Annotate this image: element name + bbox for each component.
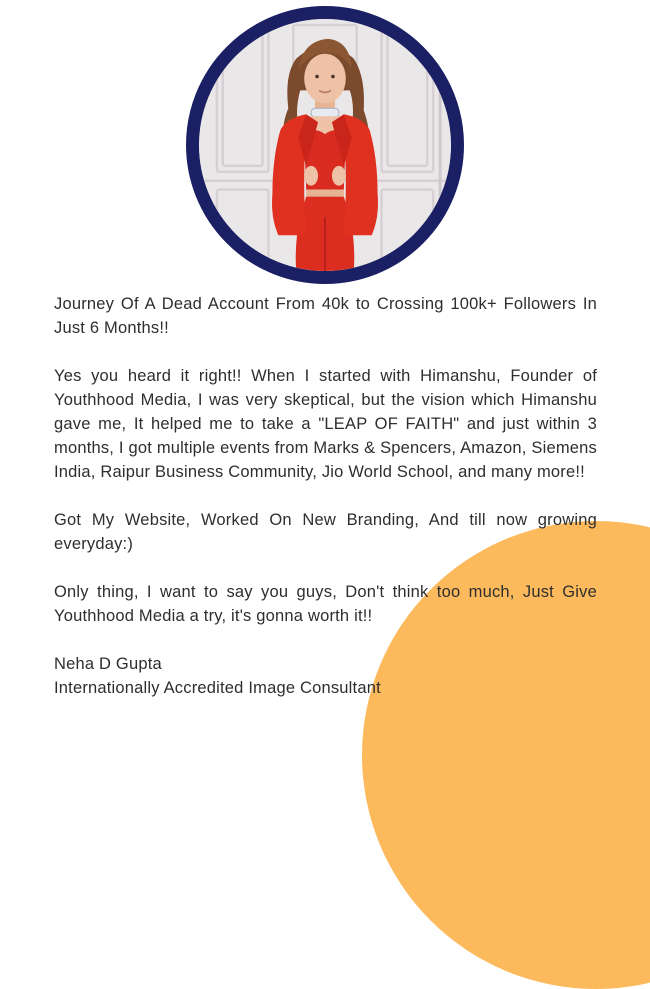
testimonial-paragraph: Only thing, I want to say you guys, Don't think too much, Just Give Youthhood Media a try, it's gonna worth it!! [54, 583, 597, 625]
profile-photo-frame [186, 6, 464, 284]
testimonial-headline: Journey Of A Dead Account From 40k to Crossing 100k+ Followers In Just 6 Months!! [54, 295, 597, 337]
signature-name: Neha D Gupta [54, 655, 162, 673]
signature-title: Internationally Accredited Image Consultant [54, 679, 381, 697]
testimonial-paragraph: Yes you heard it right!! When I started with Himanshu, Founder of Youthhood Media, I was very skeptical, but the vision which Himanshu gave me, It helped me to take a "LEAP OF FAITH" and just within 3 months, I got multiple events from Marks & Spencers, Amazon, Siemens India, Raipur Business Community, Jio World School, and many more!! [54, 367, 597, 481]
signature-block [54, 652, 597, 700]
profile-photo [199, 19, 451, 271]
testimonial-body [54, 292, 597, 700]
testimonial-paragraph: Got My Website, Worked On New Branding, And till now growing everyday:) [54, 511, 597, 553]
